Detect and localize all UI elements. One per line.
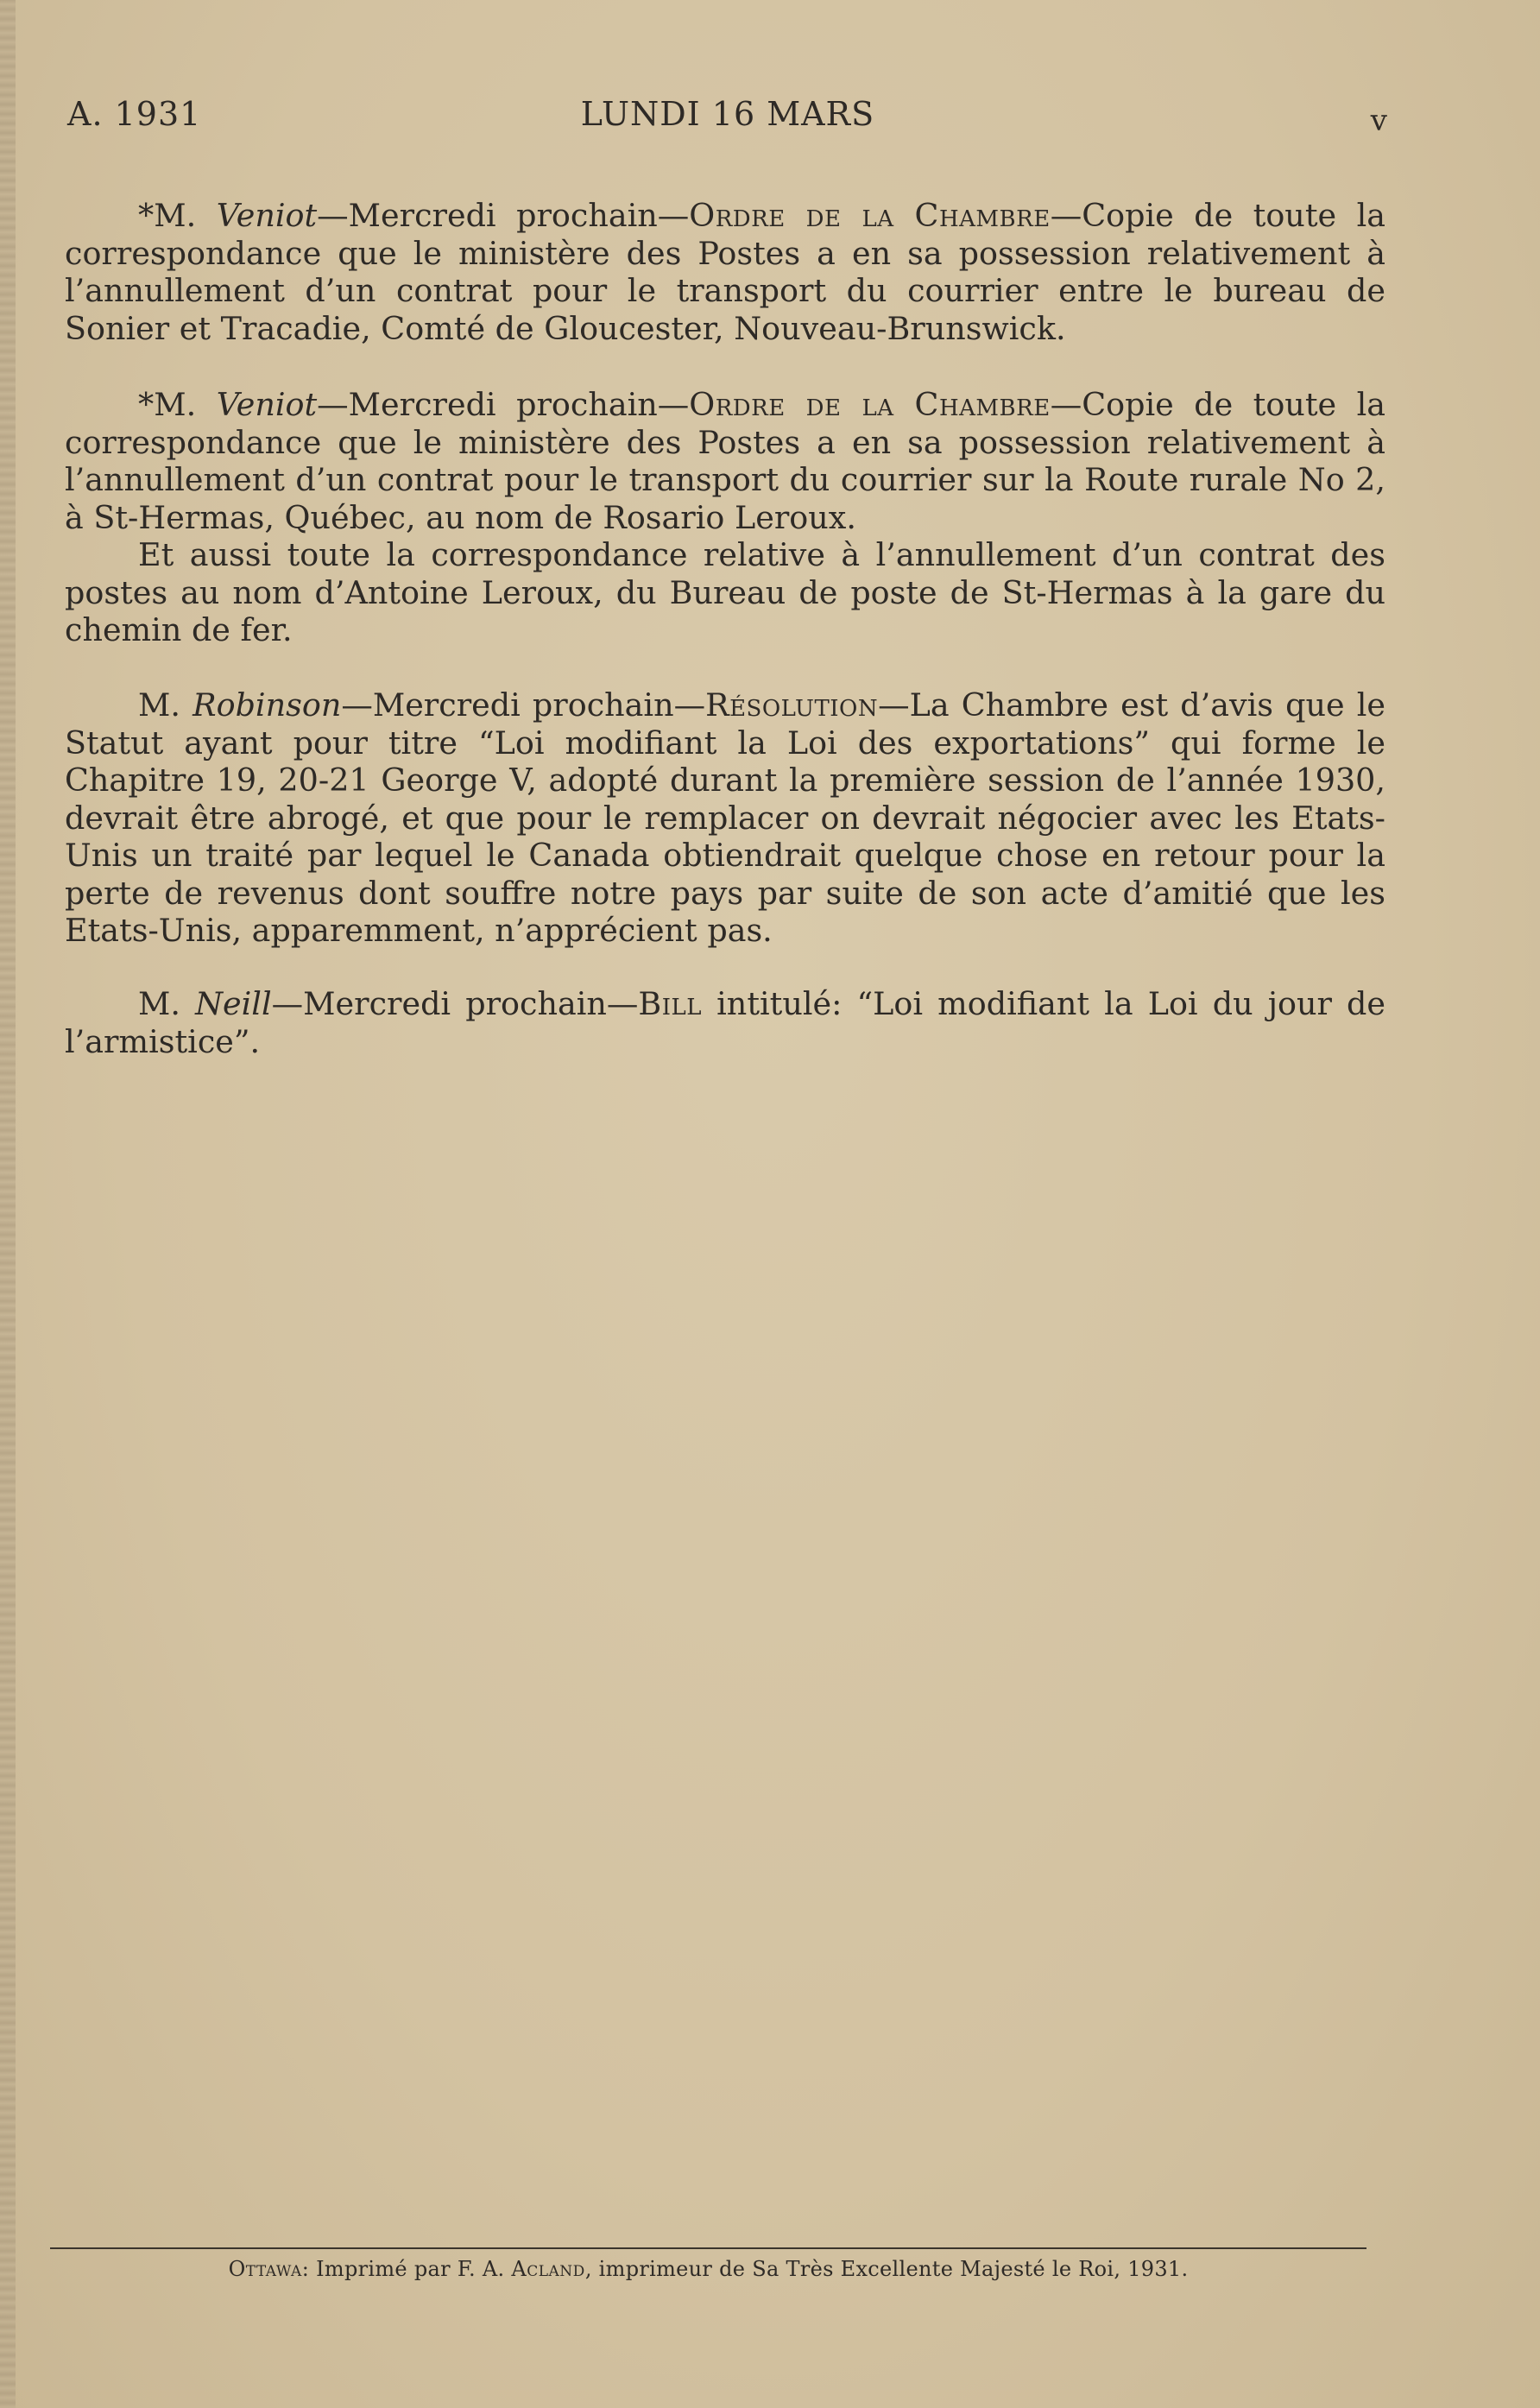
notice-paragraph <box>65 686 1385 950</box>
notice-mover: Neill <box>195 985 272 1022</box>
notice-kind: Bill <box>638 985 703 1022</box>
imprint-city: Ottawa <box>228 2257 302 2281</box>
notice-text: —La Chambre est d’avis que le Statut ayant pour titre “Loi modifiant la Loi des exportations” qui forme le Chapitre 19, 20-21 George V, adopté durant la première session de l’année 1930, devrait être abrogé, et que pour le remplacer on devrait négocier avec les Etats-Unis un traité par lequel le Canada obtiendrait quelque chose en retour pour la perte de revenus dont souffre notre pays par suite de son acte d’amitié que les Etats-Unis, apparemment, n’apprécient pas. <box>65 686 1386 949</box>
notice-mover: Veniot <box>216 197 318 234</box>
notice-prefix: *M. <box>138 386 217 423</box>
page-header <box>67 95 1388 147</box>
notice-kind: Ordre de la Chambre <box>689 386 1051 423</box>
notice-text: —Copie de toute la correspondance que le ministère des Postes a en sa possession relativement à l’annullement d’un contrat pour le transport du courrier sur la Route rurale No 2, à St-Hermas, Québec, au nom de Rosario Leroux. <box>65 386 1386 536</box>
notice-paragraph <box>65 536 1385 649</box>
notice-kind: Résolution <box>705 686 879 724</box>
notice-text: intitulé: “Loi modifiant la Loi du jour de l’armistice”. <box>65 985 1386 1060</box>
notice-mover: Robinson <box>192 686 342 724</box>
notice-prefix: M. <box>138 985 196 1022</box>
notice-entry <box>65 686 1385 950</box>
notice-paragraph <box>65 386 1385 536</box>
printer-imprint <box>50 2257 1366 2281</box>
notice-mover: Veniot <box>216 386 318 423</box>
notice-entry <box>65 197 1385 347</box>
footer-rule <box>50 2247 1366 2249</box>
header-date: LUNDI 16 MARS <box>580 95 875 133</box>
notice-entry <box>65 386 1385 649</box>
notice-timing: —Mercredi prochain— <box>317 197 690 234</box>
notice-timing: —Mercredi prochain— <box>317 386 690 423</box>
header-year: A. 1931 <box>67 95 202 133</box>
notice-timing: —Mercredi prochain— <box>271 985 639 1022</box>
notice-text: —Copie de toute la correspondance que le ministère des Postes a en sa possession relativement à l’annullement d’un contrat pour le transport du courrier entre le bureau de Sonier et Tracadie, Comté de Gloucester, Nouveau-Brunswick. <box>65 197 1386 347</box>
notice-prefix: M. <box>138 686 193 724</box>
notice-entry <box>65 985 1385 1060</box>
notice-paragraph <box>65 197 1385 347</box>
imprint-printer: Acland <box>511 2257 585 2281</box>
notice-text: Et aussi toute la correspondance relative à l’annullement d’un contrat des postes au nom d’Antoine Leroux, du Bureau de poste de St-Hermas à la gare du chemin de fer. <box>65 536 1385 648</box>
notice-prefix: *M. <box>138 197 217 234</box>
notice-timing: —Mercredi prochain— <box>341 686 706 724</box>
notice-paragraph <box>65 985 1385 1060</box>
page-binding-edge <box>0 0 16 2408</box>
imprint-text: , imprimeur de Sa Très Excellente Majesté le Roi, 1931. <box>584 2257 1189 2281</box>
header-page-number: v <box>1370 104 1388 138</box>
imprint-text: : Imprimé par F. A. <box>301 2257 512 2281</box>
notice-kind: Ordre de la Chambre <box>689 197 1051 234</box>
